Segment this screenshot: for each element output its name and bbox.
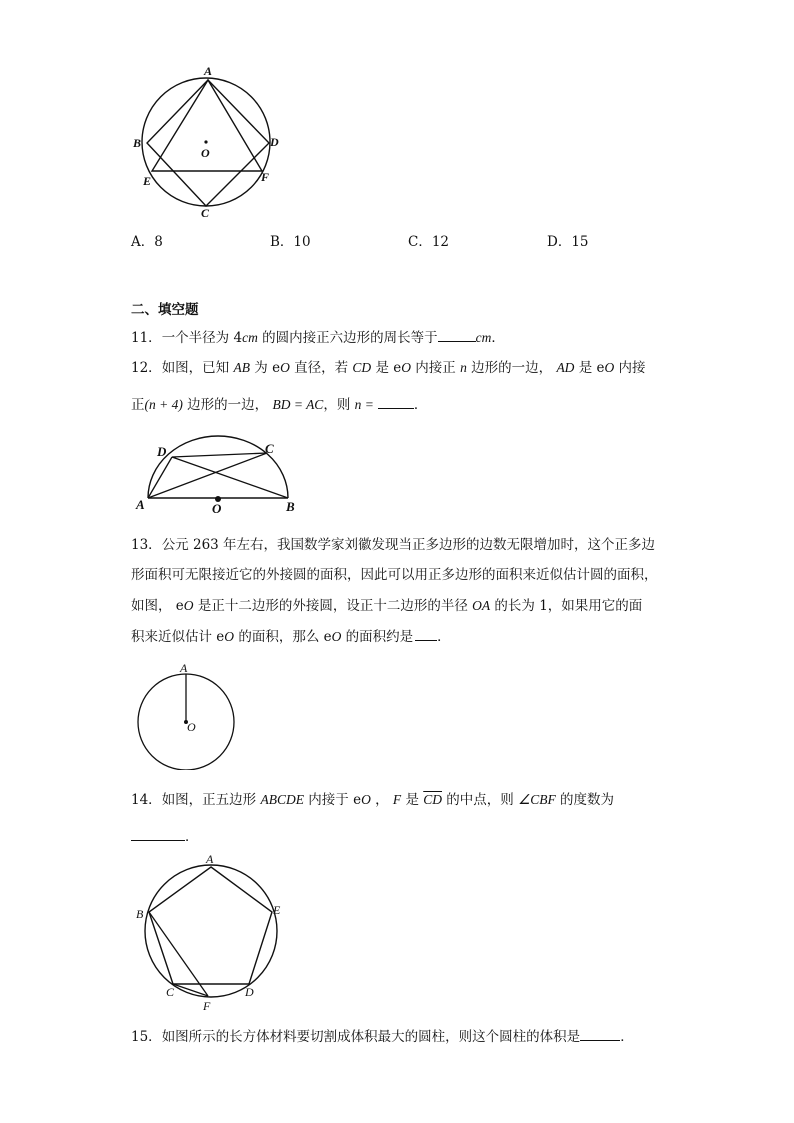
q12-l1-a: 如图，已知 [161, 360, 234, 376]
q13-line3 [131, 596, 642, 616]
q14-answer-blank[interactable] [131, 826, 185, 841]
q12-number: 12． [131, 360, 162, 376]
q11-text-a: 一个半径为 4 [161, 330, 243, 346]
q13-o3: O [331, 629, 342, 644]
q13-label-O: O [187, 720, 196, 734]
q12-l1-h: 内接 [614, 360, 646, 376]
q10-option-a-letter: A． [131, 234, 155, 250]
q13-l4-a: 积来近似估计 e [131, 629, 225, 645]
q14-line2 [131, 826, 199, 847]
q10-label-A: A [204, 64, 213, 78]
q11-number: 11． [131, 330, 162, 346]
q12-label-B: B [286, 499, 295, 514]
q14-text-b: 内接于 e [303, 792, 362, 808]
q12-cd: CD [352, 360, 372, 375]
q12-l1-e: 内接正 [411, 360, 461, 376]
q10-label-C: C [201, 206, 210, 220]
q13-line1 [131, 535, 655, 555]
q12-l2-b: 边形的一边， [182, 397, 273, 413]
q11-end: ． [491, 330, 505, 346]
q12-l1-d: 是 e [371, 360, 402, 376]
q10-label-E: E [143, 174, 152, 188]
q14-label-E: E [273, 903, 281, 917]
q14-line1 [131, 790, 614, 810]
q10-label-F: F [261, 170, 270, 184]
q14-number: 14． [131, 792, 162, 808]
q10-option-d-letter: D． [547, 234, 572, 250]
q12-l1-g: 是 e [574, 360, 605, 376]
q12-l1-c: 直径，若 [289, 360, 353, 376]
q12-chord-ac [148, 453, 267, 498]
q11-unit2: cm [475, 330, 492, 345]
q10-option-d-value: 15 [571, 234, 589, 250]
q12-ab: AB [233, 360, 250, 375]
q10-option-a-value: 8 [154, 234, 163, 250]
q13-o1: O [183, 598, 194, 613]
q12-line1 [131, 358, 646, 378]
q10-label-O: O [201, 146, 210, 160]
q12-bdac: BD = AC [272, 397, 324, 412]
q14-label-C: C [166, 985, 175, 999]
q12-figure [128, 432, 308, 518]
q14-label-F: F [203, 999, 211, 1013]
q10-option-c-letter: C． [408, 234, 432, 250]
q12-ad: AD [556, 360, 575, 375]
q13-l1: 公元 263 年左右，我国数学家刘徽发现当正多边形的边数无限增加时，这个正多边 [161, 537, 656, 553]
q14-text-d: 是 [401, 792, 424, 808]
q14-text-e: 的中点，则 [442, 792, 519, 808]
q14-text-c: ， [370, 792, 393, 808]
q12-neq: n = [354, 397, 374, 412]
q12-label-O: O [212, 501, 222, 516]
q14-abcde: ABCDE [260, 792, 304, 807]
q13-o2: O [224, 629, 235, 644]
q13-answer-blank[interactable] [415, 626, 437, 641]
q14-label-D: D [245, 985, 254, 999]
q12-o3: O [604, 360, 615, 375]
q12-label-A: A [136, 497, 145, 512]
q13-l3-a: 如图， e [131, 598, 184, 614]
q12-n: n [460, 360, 467, 375]
q13-label-A: A [180, 661, 188, 675]
q14-angle: ∠CBF [518, 792, 556, 807]
q12-chord-bd [172, 457, 288, 498]
q15-end: ． [620, 1029, 634, 1045]
q10-option-c [408, 232, 449, 252]
q13-l4-c: 的面积约是 [341, 629, 414, 645]
q12-o2: O [401, 360, 411, 375]
q12-l2-a: 正 [131, 397, 145, 413]
q12-line2 [131, 394, 427, 415]
q11-unit1: cm [242, 330, 258, 345]
q14-end: ． [185, 829, 199, 845]
section-title: 二、填空题 [131, 302, 199, 318]
q13-end: ． [437, 629, 451, 645]
q15-text: 如图所示的长方体材料要切割成体积最大的圆柱，则这个圆柱的体积是 [161, 1029, 581, 1045]
q13-l4-b: 的面积，那么 e [234, 629, 332, 645]
q11-text-b: 的圆内接正六边形的周长等于 [257, 330, 438, 346]
q10-option-d [547, 232, 589, 252]
q13-number: 13． [131, 537, 162, 553]
q15-number: 15． [131, 1029, 162, 1045]
q14-o: O [361, 792, 371, 807]
q14-arc: $\overline{CD}$ [423, 792, 443, 807]
q13-oa: OA [472, 598, 491, 613]
q12-chord-dc [172, 453, 267, 457]
q13-l3-b: 是正十二边形的外接圆，设正十二边形的半径 [193, 598, 473, 614]
q14-circle [145, 865, 277, 997]
q12-n4: (n + 4) [144, 397, 183, 412]
q10-option-b [270, 232, 311, 252]
q13-line2: 形面积可无限接近它的外接圆的面积，因此可以用正多边形的面积来近似估计圆的面积， [131, 567, 658, 583]
q13-figure [132, 660, 242, 770]
q12-end: ． [413, 397, 428, 413]
q12-label-C: C [265, 441, 274, 456]
q14-label-B: B [136, 907, 144, 921]
q12-l2-c: ，则 [323, 397, 355, 413]
q11 [131, 327, 505, 348]
q14-figure [132, 850, 292, 1015]
q12-answer-blank[interactable] [378, 394, 414, 409]
q10-option-b-letter: B． [270, 234, 294, 250]
q12-l1-b: 为 e [249, 360, 281, 376]
q10-center-dot [204, 140, 207, 143]
q14-text-f: 的度数为 [555, 792, 615, 808]
q12-o1: O [280, 360, 290, 375]
q11-answer-blank[interactable] [438, 327, 476, 342]
q10-label-D: D [270, 135, 279, 149]
q14-pentagon [149, 867, 272, 984]
q10-option-a [131, 232, 163, 252]
q15-answer-blank[interactable] [580, 1026, 620, 1041]
q14-f: F [392, 792, 402, 807]
q15 [131, 1026, 634, 1047]
q14-text-a: 如图，正五边形 [161, 792, 261, 808]
q13-l3-c: 的长为 1，如果用它的面 [490, 598, 643, 614]
q12-l1-f: 边形的一边， [466, 360, 557, 376]
q13-line4 [131, 626, 451, 647]
q12-label-D: D [157, 444, 167, 459]
q10-option-c-value: 12 [431, 234, 450, 250]
q10-option-b-value: 10 [293, 234, 311, 250]
q14-label-A: A [206, 852, 214, 866]
q10-label-B: B [133, 136, 142, 150]
q10-figure [128, 62, 288, 222]
